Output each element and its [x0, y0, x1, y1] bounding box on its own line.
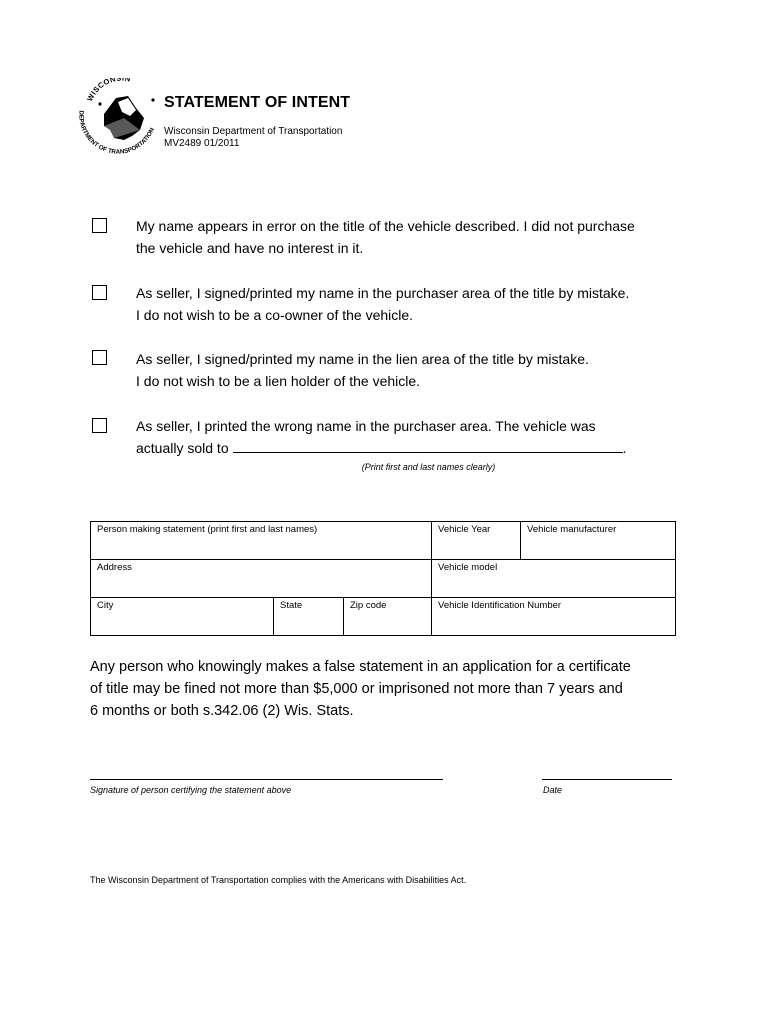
- seal-text-top: WISCONSIN: [85, 78, 132, 103]
- vin-field[interactable]: Vehicle Identification Number: [432, 598, 676, 636]
- warning-line3: 6 months or both s.342.06 (2) Wis. Stats.: [90, 703, 354, 719]
- option-1-line2: the vehicle and have no interest in it.: [136, 240, 364, 256]
- option-4-line2: actually sold to: [136, 440, 229, 456]
- option-4-line2-row: actually sold to .: [136, 440, 627, 456]
- warning-line2: of title may be fined not more than $5,000 or imprisoned not more than 7 years and: [90, 681, 623, 697]
- option-1-line1: My name appears in error on the title of the vehicle described. I did not purchase: [136, 218, 635, 234]
- zip-code-field[interactable]: Zip code: [344, 598, 432, 636]
- wisdot-seal: [74, 78, 164, 164]
- option-3-line1: As seller, I signed/printed my name in the lien area of the title by mistake.: [136, 351, 589, 367]
- option-2-line1: As seller, I signed/printed my name in the purchaser area of the title by mistake.: [136, 285, 630, 301]
- legal-warning: [90, 656, 690, 722]
- warning-line1: Any person who knowingly makes a false statement in an application for a certificate: [90, 659, 631, 675]
- ada-footer: The Wisconsin Department of Transportation complies with the Americans with Disabilities Act.: [90, 875, 467, 885]
- form-number: MV2489 01/2011: [164, 138, 240, 149]
- page-title: STATEMENT OF INTENT: [164, 94, 351, 111]
- person-name-field[interactable]: Person making statement (print first and last names): [91, 522, 432, 560]
- option-1-text: [136, 215, 696, 259]
- vehicle-year-field[interactable]: Vehicle Year: [432, 522, 521, 560]
- vehicle-info-table: [90, 521, 676, 636]
- city-field[interactable]: City: [91, 598, 274, 636]
- option-2-text: [136, 282, 696, 326]
- signature-line[interactable]: [90, 779, 443, 780]
- seal-text-bottom: DEPARTMENT OF TRANSPORTATION: [77, 110, 156, 156]
- option-3-checkbox[interactable]: [92, 350, 107, 365]
- option-3-text: [136, 348, 696, 392]
- sold-to-name-field[interactable]: [233, 440, 623, 453]
- blank-instruction-note: (Print first and last names clearly): [361, 462, 496, 472]
- option-3-line2: I do not wish to be a lien holder of the vehicle.: [136, 373, 421, 389]
- option-4-line1: As seller, I printed the wrong name in the purchaser area. The vehicle was: [136, 418, 596, 434]
- address-field[interactable]: Address: [91, 560, 432, 598]
- department-name: Wisconsin Department of Transportation: [164, 126, 343, 137]
- option-1-checkbox[interactable]: [92, 218, 107, 233]
- date-line[interactable]: [542, 779, 672, 780]
- state-field[interactable]: State: [274, 598, 344, 636]
- date-label: Date: [543, 785, 563, 795]
- vehicle-model-field[interactable]: Vehicle model: [432, 560, 676, 598]
- vehicle-manufacturer-field[interactable]: Vehicle manufacturer: [521, 522, 676, 560]
- option-2-line2: I do not wish to be a co-owner of the vehicle.: [136, 307, 414, 323]
- option-2-checkbox[interactable]: [92, 285, 107, 300]
- option-4-checkbox[interactable]: [92, 418, 107, 433]
- option-4-text: [136, 415, 696, 459]
- signature-label: Signature of person certifying the statement above: [90, 785, 292, 795]
